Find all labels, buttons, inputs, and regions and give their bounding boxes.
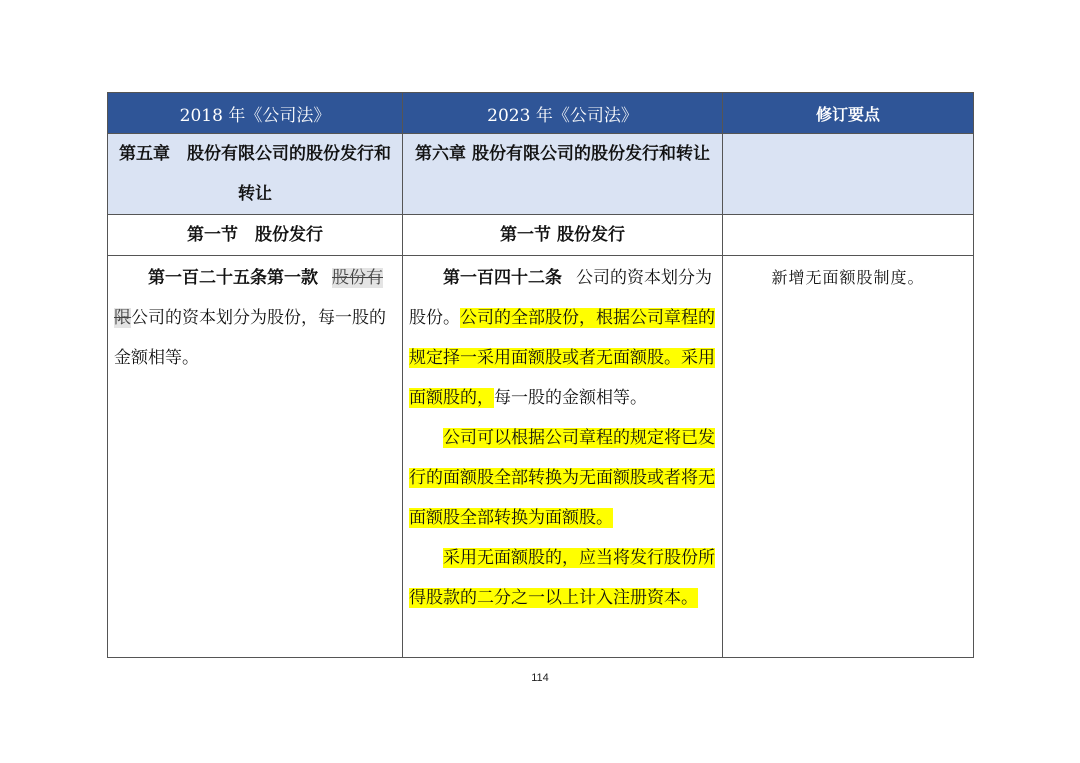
article-new-cell	[403, 256, 723, 658]
revision-note: 新增无面额股制度。	[723, 256, 974, 658]
header-2023: 2023 年《公司法》	[403, 93, 723, 134]
header-row	[108, 93, 974, 134]
page-number: 114	[531, 672, 549, 684]
highlight-2: 公司可以根据公司章程的规定将已发行的面额股全部转换为无面额股或者将无面额股全部转换为面额股。	[409, 428, 715, 528]
chapter-row	[108, 134, 974, 215]
chapter-new: 第六章 股份有限公司的股份发行和转让	[403, 134, 723, 215]
article-old-text: 公司的资本划分为股份，每一股的金额相等。	[114, 308, 386, 368]
highlight-1: 公司的全部股份，根据公司章程的规定择一采用面额股或者无面额股。采用面额股的，	[409, 308, 715, 408]
section-new: 第一节 股份发行	[403, 215, 723, 256]
header-revision-points: 修订要点	[723, 93, 974, 134]
highlight-3: 采用无面额股的，应当将发行股份所得股款的二分之一以上计入注册资本。	[409, 548, 715, 608]
article-new-number: 第一百四十二条	[443, 268, 562, 288]
article-row	[108, 256, 974, 658]
header-2018: 2018 年《公司法》	[108, 93, 403, 134]
article-old-number: 第一百二十五条第一款	[148, 268, 318, 288]
deleted-text: 股份有限	[114, 268, 383, 328]
comparison-table	[107, 92, 974, 658]
section-old: 第一节 股份发行	[108, 215, 403, 256]
article-new-text2: 每一股的金额相等。	[494, 388, 647, 408]
section-row	[108, 215, 974, 256]
chapter-old: 第五章 股份有限公司的股份发行和转让	[108, 134, 403, 215]
chapter-note	[723, 134, 974, 215]
section-note	[723, 215, 974, 256]
article-old-cell	[108, 256, 403, 658]
article-new-text1: 公司的资本划分为股份。	[409, 268, 712, 328]
